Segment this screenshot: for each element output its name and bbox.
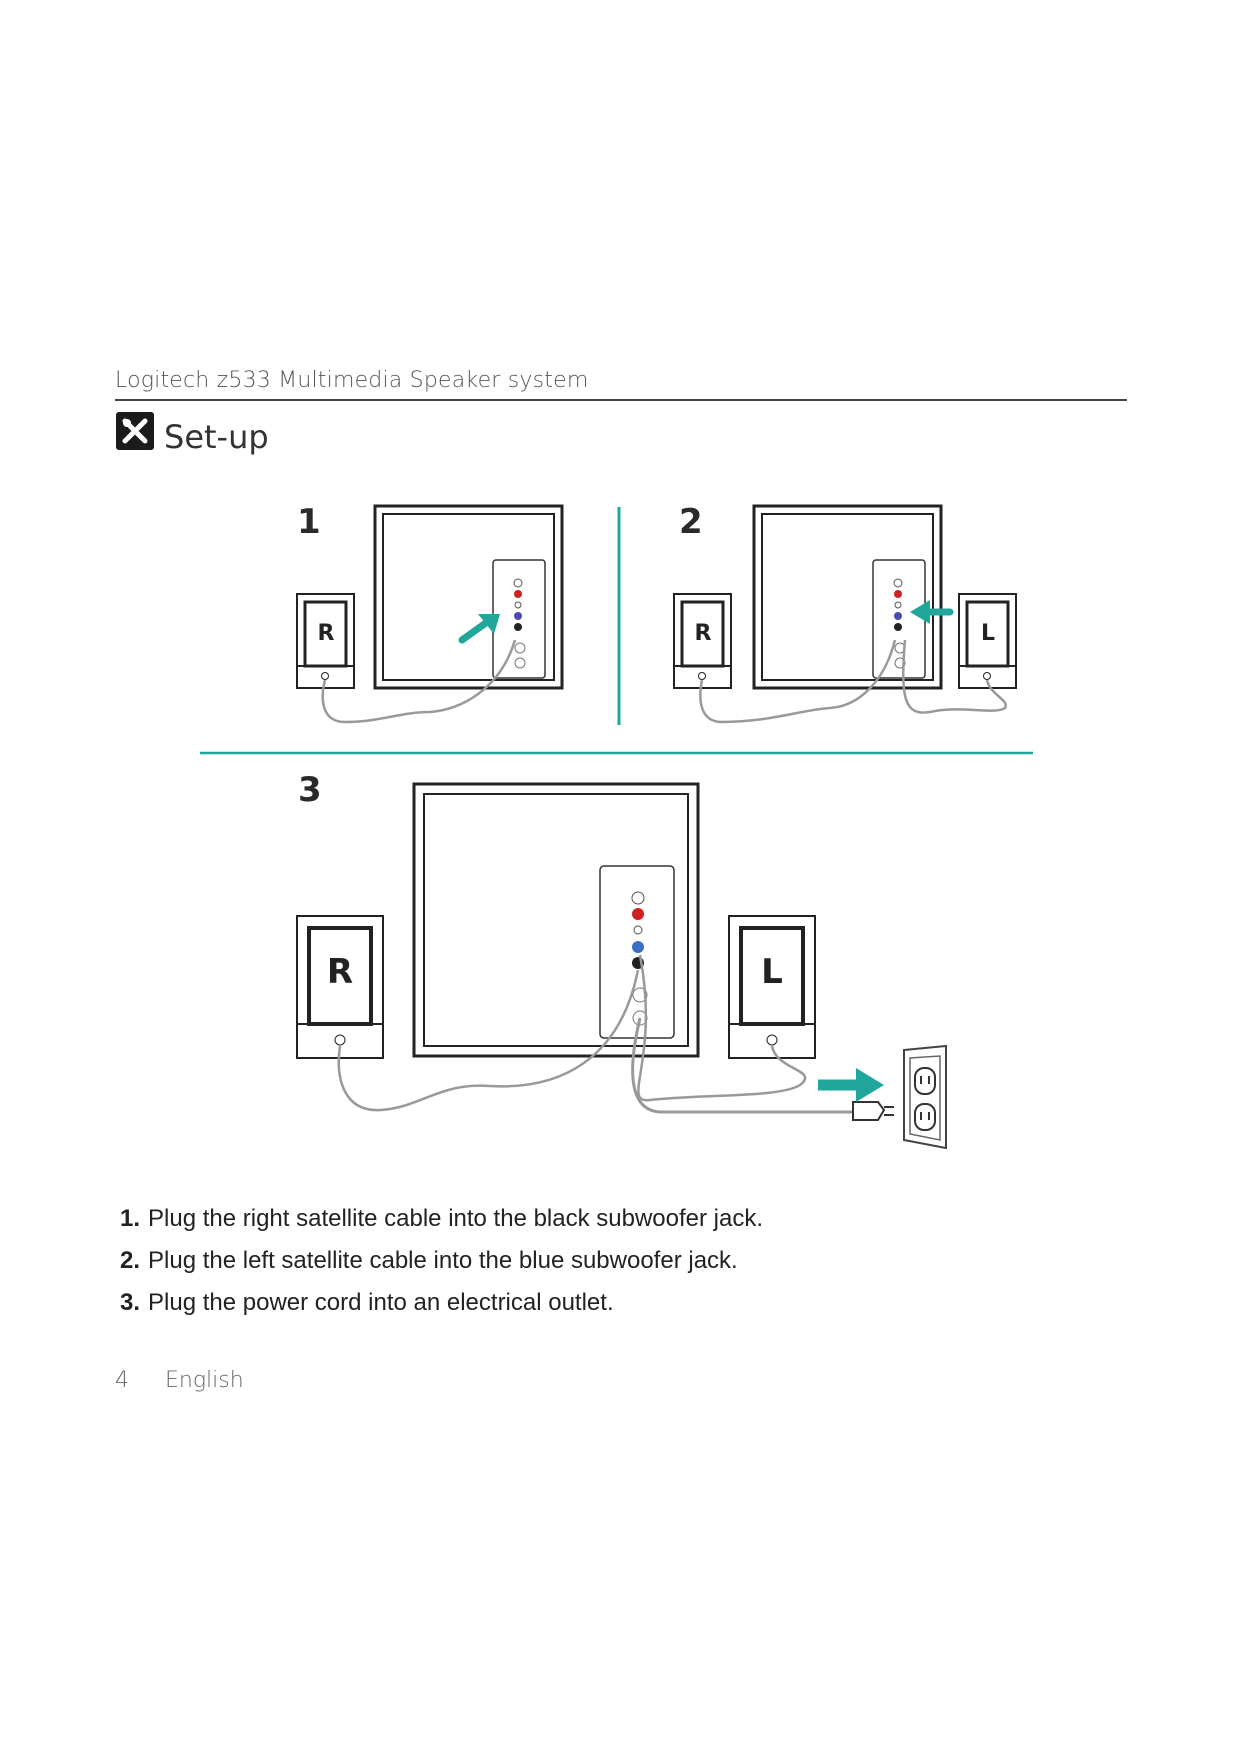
instruction-number: 3. (120, 1289, 141, 1316)
instruction-number: 1. (120, 1205, 141, 1232)
right-speaker-label: R (694, 621, 712, 646)
panel-1-number: 1 (297, 502, 321, 542)
right-speaker-label: R (317, 621, 335, 646)
page-footer (115, 1368, 244, 1393)
panel-3-number: 3 (298, 770, 322, 810)
instruction-list (120, 1198, 1120, 1324)
instruction-item (120, 1240, 1120, 1282)
instruction-number: 2. (120, 1247, 141, 1274)
power-plug (853, 1102, 884, 1120)
panel-2 (674, 506, 1016, 722)
instruction-item (120, 1282, 1120, 1324)
panel-1 (297, 506, 562, 722)
right-speaker-label: R (326, 952, 354, 992)
instruction-text: Plug the right satellite cable into the black subwoofer jack. (148, 1205, 764, 1232)
instruction-text: Plug the left satellite cable into the blue subwoofer jack. (148, 1247, 738, 1274)
panel-2-number: 2 (679, 502, 703, 542)
section-title: Set-up (164, 418, 269, 456)
left-speaker-label: L (761, 952, 783, 992)
document-header: Logitech z533 Multimedia Speaker system (115, 368, 589, 393)
panel-3 (297, 784, 946, 1148)
left-speaker-label: L (980, 621, 996, 646)
electrical-outlet (904, 1046, 946, 1148)
instruction-item (120, 1198, 1120, 1240)
page-number: 4 (115, 1368, 129, 1393)
language-label: English (165, 1368, 244, 1393)
instruction-text: Plug the power cord into an electrical outlet. (148, 1289, 614, 1316)
